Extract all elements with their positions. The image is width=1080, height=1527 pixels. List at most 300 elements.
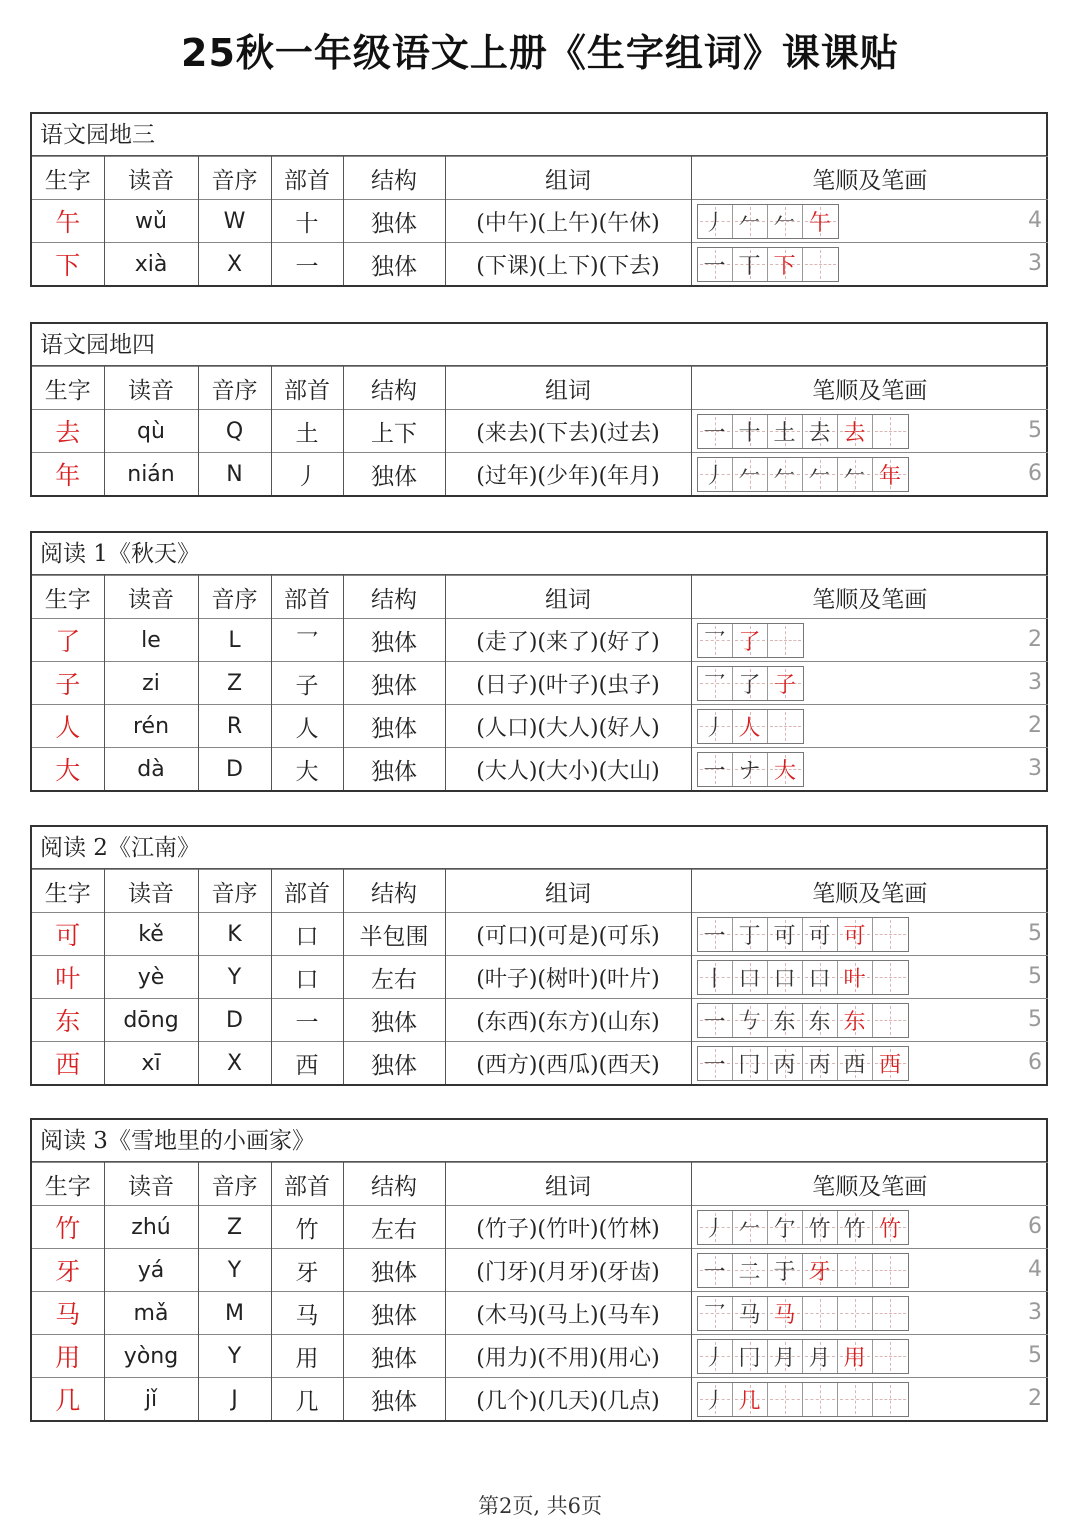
stroke-box [873, 1047, 908, 1080]
stroke-step: 𠂉 [773, 463, 796, 489]
column-header: 部首 [271, 367, 343, 410]
stroke-step: 午 [808, 210, 831, 236]
radical: 土 [271, 410, 343, 453]
section-title: 阅读 3《雪地里的小画家》 [32, 1120, 1046, 1162]
stroke-box [698, 415, 733, 448]
word-groups: (来去)(下去)(过去) [445, 410, 691, 453]
stroke-order-cell [691, 1042, 1048, 1085]
stroke-box [803, 1254, 838, 1287]
radical: 马 [271, 1292, 343, 1335]
stroke-grid [697, 1046, 909, 1081]
structure: 独体 [343, 453, 445, 496]
column-header: 读音 [104, 576, 198, 619]
stroke-grid [697, 1339, 909, 1374]
stroke-count: 3 [1028, 1300, 1042, 1325]
initial-letter: R [198, 705, 271, 748]
initial-letter: J [198, 1378, 271, 1421]
column-header: 读音 [104, 157, 198, 200]
structure: 上下 [343, 410, 445, 453]
new-character: 马 [32, 1292, 104, 1335]
word-groups: (竹子)(竹叶)(竹林) [445, 1206, 691, 1249]
radical: 几 [271, 1378, 343, 1421]
stroke-step: 下 [773, 253, 796, 279]
stroke-box [733, 624, 768, 657]
stroke-box [873, 1340, 908, 1373]
stroke-box [698, 624, 733, 657]
stroke-box [698, 1340, 733, 1373]
stroke-order-cell [691, 662, 1048, 705]
word-groups: (走了)(来了)(好了) [445, 619, 691, 662]
structure: 半包围 [343, 913, 445, 956]
stroke-step: 于 [773, 1259, 796, 1285]
initial-letter: Y [198, 956, 271, 999]
stroke-grid [697, 917, 909, 952]
stroke-step: 叶 [843, 966, 866, 992]
stroke-box [873, 961, 908, 994]
new-character: 用 [32, 1335, 104, 1378]
stroke-box [768, 458, 803, 491]
stroke-step: 东 [773, 1009, 796, 1035]
radical: 竹 [271, 1206, 343, 1249]
stroke-count: 2 [1028, 1386, 1042, 1411]
stroke-step: 冂 [738, 1345, 761, 1371]
column-header: 音序 [198, 367, 271, 410]
stroke-step: 西 [843, 1052, 866, 1078]
stroke-count: 5 [1028, 418, 1042, 443]
column-header: 结构 [343, 576, 445, 619]
stroke-step: 𠂉 [738, 463, 761, 489]
initial-letter: Z [198, 1206, 271, 1249]
stroke-box [698, 1047, 733, 1080]
vocab-table [32, 1162, 1048, 1420]
stroke-count: 4 [1028, 1257, 1042, 1282]
stroke-box [768, 248, 803, 281]
stroke-box [733, 1254, 768, 1287]
initial-letter: D [198, 748, 271, 791]
structure: 独体 [343, 1378, 445, 1421]
pinyin: rén [104, 705, 198, 748]
stroke-box [803, 1211, 838, 1244]
stroke-box [768, 1047, 803, 1080]
stroke-count: 3 [1028, 670, 1042, 695]
pinyin: xī [104, 1042, 198, 1085]
table-row [32, 453, 1048, 496]
stroke-box [838, 458, 873, 491]
stroke-box [838, 1004, 873, 1037]
stroke-box [768, 710, 803, 743]
stroke-grid [697, 204, 839, 239]
stroke-step: 二 [738, 1259, 761, 1285]
stroke-box [733, 415, 768, 448]
stroke-step: 大 [773, 758, 796, 784]
stroke-step: 一 [703, 923, 726, 949]
initial-letter: Y [198, 1335, 271, 1378]
stroke-step: 一 [703, 758, 726, 784]
stroke-box [733, 1340, 768, 1373]
stroke-step: 丿 [703, 1216, 726, 1242]
stroke-box [838, 1297, 873, 1330]
stroke-step: 竹 [878, 1216, 901, 1242]
table-row [32, 705, 1048, 748]
new-character: 下 [32, 243, 104, 286]
stroke-box [768, 753, 803, 786]
word-groups: (几个)(几天)(几点) [445, 1378, 691, 1421]
stroke-box [803, 205, 838, 238]
radical: 口 [271, 913, 343, 956]
stroke-step: 丿 [703, 715, 726, 741]
pinyin: yè [104, 956, 198, 999]
stroke-order-cell [691, 619, 1048, 662]
stroke-step: 丿 [703, 1388, 726, 1414]
stroke-step: 子 [773, 672, 796, 698]
stroke-step: 人 [738, 715, 761, 741]
stroke-count: 6 [1028, 461, 1042, 486]
stroke-step: 一 [703, 1052, 726, 1078]
stroke-order-cell [691, 410, 1048, 453]
stroke-count: 5 [1028, 964, 1042, 989]
stroke-box [838, 1211, 873, 1244]
word-groups: (东西)(东方)(山东) [445, 999, 691, 1042]
stroke-box [698, 1254, 733, 1287]
stroke-step: 𠂉 [843, 463, 866, 489]
stroke-box [838, 1340, 873, 1373]
initial-letter: W [198, 200, 271, 243]
radical: 用 [271, 1335, 343, 1378]
column-header: 结构 [343, 870, 445, 913]
stroke-step: 可 [773, 923, 796, 949]
column-header: 音序 [198, 870, 271, 913]
section-title: 阅读 2《江南》 [32, 827, 1046, 869]
stroke-box [698, 1297, 733, 1330]
stroke-box [768, 205, 803, 238]
stroke-step: 月 [808, 1345, 831, 1371]
initial-letter: Q [198, 410, 271, 453]
structure: 独体 [343, 1249, 445, 1292]
table-row [32, 956, 1048, 999]
stroke-step: 丁 [738, 923, 761, 949]
table-row [32, 1378, 1048, 1421]
pinyin: zi [104, 662, 198, 705]
stroke-box [768, 415, 803, 448]
stroke-box [698, 1383, 733, 1416]
table-row [32, 1206, 1048, 1249]
radical: 乛 [271, 619, 343, 662]
new-character: 可 [32, 913, 104, 956]
stroke-box [873, 1383, 908, 1416]
stroke-step: 十 [738, 420, 761, 446]
word-groups: (叶子)(树叶)(叶片) [445, 956, 691, 999]
radical: 西 [271, 1042, 343, 1085]
new-character: 人 [32, 705, 104, 748]
stroke-box [873, 1254, 908, 1287]
header-row [32, 870, 1048, 913]
table-row [32, 1249, 1048, 1292]
radical: 大 [271, 748, 343, 791]
structure: 左右 [343, 956, 445, 999]
pinyin: nián [104, 453, 198, 496]
stroke-step: 口 [738, 966, 761, 992]
column-header: 部首 [271, 870, 343, 913]
lesson-section [30, 825, 1048, 1086]
stroke-box [838, 1254, 873, 1287]
stroke-box [768, 1383, 803, 1416]
stroke-order-cell [691, 243, 1048, 286]
column-header: 读音 [104, 870, 198, 913]
stroke-order-cell [691, 453, 1048, 496]
column-header: 生字 [32, 870, 104, 913]
radical: 十 [271, 200, 343, 243]
section-title: 语文园地三 [32, 114, 1046, 156]
stroke-box [733, 961, 768, 994]
structure: 独体 [343, 1042, 445, 1085]
stroke-grid [697, 960, 909, 995]
stroke-count: 3 [1028, 756, 1042, 781]
stroke-box [733, 458, 768, 491]
stroke-count: 5 [1028, 1007, 1042, 1032]
stroke-box [768, 961, 803, 994]
stroke-box [733, 205, 768, 238]
radical: 人 [271, 705, 343, 748]
stroke-step: 去 [843, 420, 866, 446]
structure: 独体 [343, 999, 445, 1042]
initial-letter: X [198, 243, 271, 286]
radical: 口 [271, 956, 343, 999]
stroke-box [803, 961, 838, 994]
stroke-step: 去 [808, 420, 831, 446]
pinyin: jǐ [104, 1378, 198, 1421]
stroke-box [838, 415, 873, 448]
stroke-step: 一 [703, 253, 726, 279]
structure: 独体 [343, 243, 445, 286]
stroke-box [803, 415, 838, 448]
section-title: 语文园地四 [32, 324, 1046, 366]
new-character: 大 [32, 748, 104, 791]
column-header: 读音 [104, 1163, 198, 1206]
pinyin: mǎ [104, 1292, 198, 1335]
pinyin: yòng [104, 1335, 198, 1378]
word-groups: (中午)(上午)(午休) [445, 200, 691, 243]
stroke-step: 乛 [703, 672, 726, 698]
pinyin: kě [104, 913, 198, 956]
stroke-step: 牙 [808, 1259, 831, 1285]
lesson-section [30, 531, 1048, 792]
stroke-grid [697, 414, 909, 449]
stroke-step: 丙 [808, 1052, 831, 1078]
stroke-step: 土 [773, 420, 796, 446]
stroke-order-cell [691, 1206, 1048, 1249]
stroke-grid [697, 1296, 909, 1331]
column-header: 部首 [271, 576, 343, 619]
header-row [32, 1163, 1048, 1206]
table-row [32, 662, 1048, 705]
structure: 左右 [343, 1206, 445, 1249]
stroke-count: 2 [1028, 627, 1042, 652]
stroke-step: 用 [843, 1345, 866, 1371]
table-row [32, 243, 1048, 286]
vocab-table [32, 869, 1048, 1084]
stroke-step: 竹 [808, 1216, 831, 1242]
stroke-step: 东 [843, 1009, 866, 1035]
stroke-box [803, 918, 838, 951]
stroke-step: 𠂉 [738, 1216, 761, 1242]
header-row [32, 367, 1048, 410]
column-header: 结构 [343, 157, 445, 200]
stroke-count: 4 [1028, 208, 1042, 233]
stroke-step: 了 [738, 672, 761, 698]
stroke-grid [697, 1210, 909, 1245]
stroke-step: 年 [878, 463, 901, 489]
stroke-order-cell [691, 1378, 1048, 1421]
stroke-step: 可 [808, 923, 831, 949]
column-header: 读音 [104, 367, 198, 410]
column-header: 笔顺及笔画 [691, 576, 1048, 619]
pinyin: le [104, 619, 198, 662]
stroke-step: 了 [738, 629, 761, 655]
stroke-step: 丙 [773, 1052, 796, 1078]
pinyin: zhú [104, 1206, 198, 1249]
stroke-order-cell [691, 999, 1048, 1042]
stroke-box [733, 1383, 768, 1416]
stroke-box [698, 710, 733, 743]
stroke-box [803, 1383, 838, 1416]
word-groups: (日子)(叶子)(虫子) [445, 662, 691, 705]
column-header: 组词 [445, 157, 691, 200]
structure: 独体 [343, 705, 445, 748]
stroke-count: 3 [1028, 251, 1042, 276]
stroke-count: 5 [1028, 921, 1042, 946]
stroke-box [698, 1004, 733, 1037]
header-row [32, 157, 1048, 200]
table-row [32, 999, 1048, 1042]
stroke-step: 月 [773, 1345, 796, 1371]
column-header: 笔顺及笔画 [691, 1163, 1048, 1206]
stroke-box [733, 667, 768, 700]
stroke-box [838, 1383, 873, 1416]
stroke-grid [697, 752, 804, 787]
column-header: 生字 [32, 1163, 104, 1206]
initial-letter: D [198, 999, 271, 1042]
stroke-step: 𠀁 [738, 1008, 761, 1034]
column-header: 笔顺及笔画 [691, 367, 1048, 410]
radical: 一 [271, 999, 343, 1042]
lesson-section [30, 112, 1048, 287]
stroke-step: 西 [878, 1052, 901, 1078]
stroke-count: 6 [1028, 1214, 1042, 1239]
stroke-box [768, 1254, 803, 1287]
stroke-step: ナ [738, 758, 761, 784]
stroke-box [698, 248, 733, 281]
stroke-step: 马 [738, 1302, 761, 1328]
radical: 牙 [271, 1249, 343, 1292]
word-groups: (木马)(马上)(马车) [445, 1292, 691, 1335]
structure: 独体 [343, 748, 445, 791]
stroke-grid [697, 623, 804, 658]
column-header: 笔顺及笔画 [691, 870, 1048, 913]
stroke-box [733, 1211, 768, 1244]
structure: 独体 [343, 200, 445, 243]
new-character: 东 [32, 999, 104, 1042]
table-row [32, 1042, 1048, 1085]
page-title: 25秋一年级语文上册《生字组词》课课贴 [181, 31, 899, 75]
stroke-step: 丿 [703, 463, 726, 489]
initial-letter: X [198, 1042, 271, 1085]
lesson-section [30, 1118, 1048, 1422]
stroke-box [873, 1004, 908, 1037]
structure: 独体 [343, 1292, 445, 1335]
column-header: 音序 [198, 576, 271, 619]
word-groups: (过年)(少年)(年月) [445, 453, 691, 496]
stroke-box [873, 918, 908, 951]
stroke-box [698, 961, 733, 994]
stroke-box [698, 205, 733, 238]
stroke-step: 乛 [703, 629, 726, 655]
new-character: 竹 [32, 1206, 104, 1249]
initial-letter: N [198, 453, 271, 496]
stroke-box [873, 1211, 908, 1244]
column-header: 组词 [445, 367, 691, 410]
column-header: 音序 [198, 157, 271, 200]
pinyin: dà [104, 748, 198, 791]
pinyin: xià [104, 243, 198, 286]
stroke-box [768, 918, 803, 951]
word-groups: (人口)(大人)(好人) [445, 705, 691, 748]
stroke-box [733, 918, 768, 951]
word-groups: (西方)(西瓜)(西天) [445, 1042, 691, 1085]
stroke-step: 冂 [738, 1052, 761, 1078]
stroke-grid [697, 1382, 909, 1417]
vocab-table [32, 575, 1048, 790]
column-header: 笔顺及笔画 [691, 157, 1048, 200]
lesson-section [30, 322, 1048, 497]
stroke-step: 口 [773, 966, 796, 992]
new-character: 了 [32, 619, 104, 662]
vocab-table [32, 156, 1048, 285]
stroke-box [803, 1340, 838, 1373]
stroke-order-cell [691, 748, 1048, 791]
stroke-step: 丅 [738, 253, 761, 279]
column-header: 组词 [445, 870, 691, 913]
initial-letter: M [198, 1292, 271, 1335]
stroke-box [733, 753, 768, 786]
stroke-box [873, 458, 908, 491]
stroke-order-cell [691, 1249, 1048, 1292]
pinyin: wǔ [104, 200, 198, 243]
stroke-step: 丿 [703, 1345, 726, 1371]
column-header: 生字 [32, 576, 104, 619]
column-header: 结构 [343, 1163, 445, 1206]
stroke-box [733, 248, 768, 281]
table-row [32, 1292, 1048, 1335]
column-header: 部首 [271, 1163, 343, 1206]
new-character: 叶 [32, 956, 104, 999]
new-character: 几 [32, 1378, 104, 1421]
stroke-box [768, 1004, 803, 1037]
initial-letter: Y [198, 1249, 271, 1292]
table-row [32, 200, 1048, 243]
stroke-step: 丿 [703, 210, 726, 236]
pinyin: qù [104, 410, 198, 453]
table-row [32, 410, 1048, 453]
new-character: 午 [32, 200, 104, 243]
stroke-grid [697, 709, 804, 744]
header-row [32, 576, 1048, 619]
word-groups: (用力)(不用)(用心) [445, 1335, 691, 1378]
new-character: 年 [32, 453, 104, 496]
stroke-step: 几 [738, 1388, 761, 1414]
pinyin: dōng [104, 999, 198, 1042]
word-groups: (可口)(可是)(可乐) [445, 913, 691, 956]
initial-letter: L [198, 619, 271, 662]
